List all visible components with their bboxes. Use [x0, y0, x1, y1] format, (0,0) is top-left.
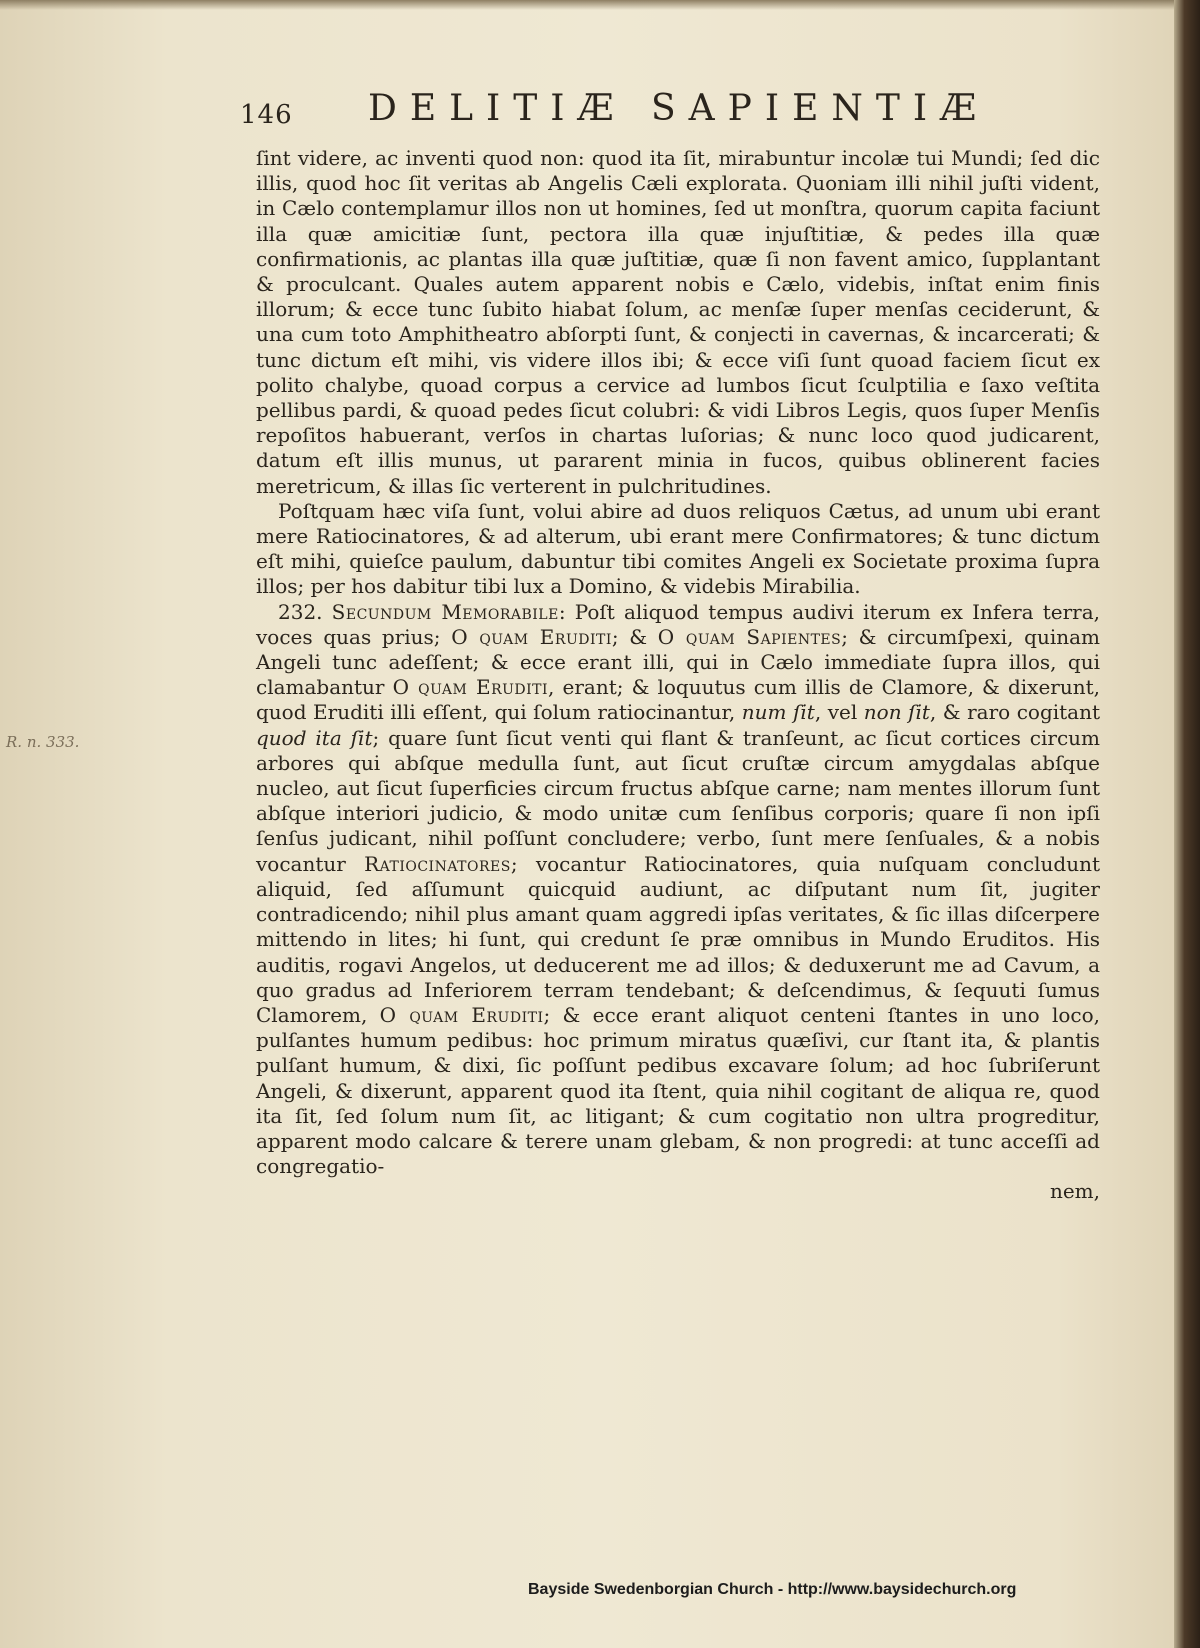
- footer-credit: Bayside Swedenborgian Church - http://www.baysidechurch.org: [528, 1581, 1017, 1598]
- text-run: , erant; & loquutus cum illis de Clamore, & dixerunt, quod Eruditi illi eſſent, qui ſolum ratiocinantur,: [256, 675, 1100, 725]
- page-number: 146: [240, 100, 293, 130]
- italic-run: num ſit: [741, 700, 815, 725]
- running-title: DELITIÆ SAPIENTIÆ: [368, 88, 990, 129]
- text-run: , vel: [814, 700, 864, 725]
- text-run: ; &: [611, 624, 658, 649]
- page-header: [240, 86, 1040, 136]
- catchword: nem,: [1049, 1179, 1100, 1204]
- small-caps-run: O quam Sapientes: [657, 624, 842, 649]
- paragraph-postquam: Poſtquam hæc viſa ſunt, volui abire ad duos reliquos Cætus, ad unum ubi erant mere Ratiocinatores, & ad alterum, ubi erant mere Confirmatores; & tunc dictum eſt mihi, quieſce paulum, dabuntur tibi comites Angeli ex Societate proxima ſupra illos; per hos dabitur tibi lux a Domino, & videbis Mirabilia.: [256, 498, 1100, 599]
- small-caps-run: Ratiocinatores: [364, 851, 511, 876]
- paragraph-continuation: ſint videre, ac inventi quod non: quod ita ſit, mirabuntur incolæ tui Mundi; ſed dic illis, quod hoc ſit veritas ab Angelis Cæli explorata. Quoniam illi nihil juſti vident, in Cælo contemplamur illos non ut homines, ſed ut monſtra, quorum capita faciunt illa quæ amicitiæ ſunt, pectora illa quæ injuſtitiæ, & pedes illa quæ confirmationis, ac plantas illa quæ juſtitiæ, quæ ſi non favent amico, ſupplantant & proculcant. Quales autem apparent nobis e Cælo, videbis, inſtat enim finis illorum; & ecce tunc ſubito hiabat ſolum, ac menſæ ſuper menſas ceciderunt, & una cum toto Amphitheatro abſorpti ſunt, & conjecti in cavernas, & incarcerati; & tunc dictum eſt mihi, vis videre illos ibi; & ecce viſi ſunt quoad faciem ſicut ex polito chalybe, quoad corpus a cervice ad lumbos ſicut ſculptilia e ſaxo veſtita pellibus pardi, & quoad pedes ſicut colubri: & vidi Libros Legis, quos ſuper Menſis repoſitos habuerant, verſos in chartas luſorias; & nunc loco quod judicarent, datum eſt illis munus, ut pararent minia in fucos, quibus oblinerent facies meretricum, & illas ſic verterent in pulchritudines.: [256, 146, 1100, 498]
- small-caps-run: O quam Eruditi: [451, 624, 612, 649]
- section-number: 232.: [278, 599, 323, 624]
- text-run: ; & ecce erant aliquot centeni ſtantes in uno loco, pulſantes humum pedibus: hoc primum miratus quæſivi, cur ſtant ita, & plantis pulſant humum, & dixi, ſic poſſunt pedibus excavare ſolum; ad hoc ſubriſerunt Angeli, & dixerunt, apparent quod ita ſtent, quia nihil cogitant de aliqua re, quod ita ſit, ſed ſolum num ſit, ac litigant; & cum cogitatio non ultra progreditur, apparent modo calcare & terere unam glebam, & non progredi: at tunc acceſſi ad congregatio-: [256, 1002, 1100, 1179]
- small-caps-run: O quam Eruditi: [379, 1002, 544, 1027]
- text-run: ; vocantur Ratiocinatores, quia nuſquam concludunt aliquid, ſed aſſumunt quicquid audiunt, ac diſputant num ſit, jugiter contradicendo; nihil plus amant quam aggredi ipſas veritates, & ſic illas diſcerpere mittendo in lites; hi ſunt, qui credunt ſe præ omnibus in Mundo Eruditos. His auditis, rogavi Angelos, ut deducerent me ad illos; & deduxerunt me ad Cavum, a quo gradus ad Inferiorem terram tendebant; & deſcendimus, & ſequuti ſumus Clamorem,: [256, 851, 1100, 1027]
- text-run: ; quare ſunt ſicut venti qui flant & tranſeunt, ac ſicut cortices circum arbores qui abſque medulla ſunt, aut ſicut cruſtæ circum amygdalas abſque nucleo, aut ſicut ſuperficies circum fructus abſque carne; nam mentes illorum ſunt abſque interiori judicio, & modo unitæ cum ſenſibus corporis; quare ſi non ipſi ſenſus judicant, nihil poſſunt concludere; verbo, ſunt mere ſenſuales, & a nobis vocantur: [256, 725, 1100, 876]
- section-heading: Secundum Memorabile: [331, 599, 559, 624]
- text-run: : Poſt aliquod tempus audivi iterum ex Infera terra, voces quas prius;: [256, 599, 1100, 649]
- small-caps-run: O quam Eruditi: [392, 675, 549, 700]
- body-text: [256, 146, 1100, 1205]
- paragraph-232: [256, 600, 1100, 1180]
- book-spine: [1174, 0, 1200, 1648]
- italic-run: quod ita ſit: [256, 725, 373, 750]
- text-run: , & raro cogitant: [929, 700, 1101, 725]
- margin-note: R. n. 333.: [6, 733, 80, 751]
- text-run: ; & circumſpexi, quinam Angeli tunc adeſſent; & ecce erant illi, qui in Cælo immediate ſupra illos, qui clamabantur: [256, 624, 1100, 700]
- italic-run: non ſit: [863, 700, 930, 725]
- page-top-edge: [0, 0, 1200, 10]
